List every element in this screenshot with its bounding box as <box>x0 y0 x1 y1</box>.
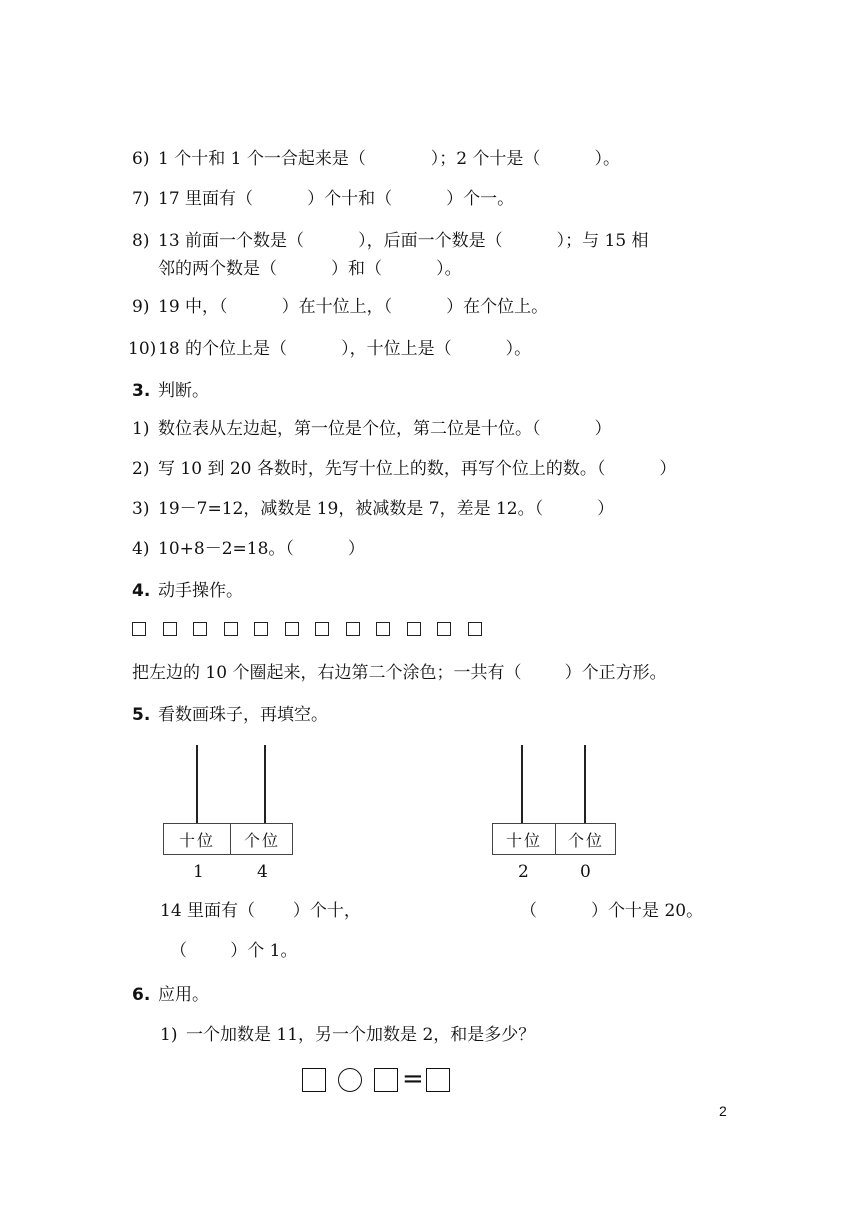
item-number: 1) <box>160 1025 178 1045</box>
item-text: 邻的两个数是（ ）和（ ）。 <box>158 259 462 279</box>
item-number: 4) <box>132 539 150 559</box>
ones-value: 4 <box>257 862 268 882</box>
section-4-instruction: 把左边的 10 个圈起来，右边第二个涂色；一共有（ ）个正方形。 <box>132 663 667 683</box>
place-value-box <box>492 823 616 855</box>
item-number: 9) <box>132 297 150 317</box>
square-shape[interactable] <box>407 622 421 636</box>
abacus-right-fill: （ ）个十是 20。 <box>520 901 704 921</box>
item-number: 1) <box>132 419 150 439</box>
item-8-continued <box>132 258 462 280</box>
section-title: 判断。 <box>158 381 209 401</box>
judge-item-4 <box>132 538 365 560</box>
square-shape[interactable] <box>285 622 299 636</box>
ones-value: 0 <box>580 862 591 882</box>
judge-item-1 <box>132 418 612 440</box>
abacus-left-fill-2: （ ）个 1。 <box>170 941 298 961</box>
section-number: 5. <box>132 705 151 725</box>
tens-label: 十位 <box>505 830 542 850</box>
tens-rod <box>521 745 523 823</box>
item-text: 10+8－2=18。（ ） <box>158 539 365 559</box>
ones-label: 个位 <box>230 824 293 854</box>
item-text: 1 个十和 1 个一合起来是（ ）；2 个十是（ ）。 <box>158 149 620 169</box>
square-shape[interactable] <box>132 622 146 636</box>
item-9 <box>132 296 548 318</box>
section-number: 3. <box>132 381 151 401</box>
square-shape[interactable] <box>254 622 268 636</box>
place-value-box <box>163 823 293 855</box>
operator-circle[interactable] <box>338 1068 362 1092</box>
answer-box[interactable] <box>426 1068 450 1092</box>
section-6-heading <box>132 984 209 1006</box>
item-number: 6) <box>132 149 150 169</box>
square-shape[interactable] <box>315 622 329 636</box>
answer-box[interactable] <box>374 1068 398 1092</box>
application-question-1 <box>160 1024 535 1046</box>
page-number: 2 <box>719 1103 727 1119</box>
square-shape[interactable] <box>468 622 482 636</box>
square-shape[interactable] <box>163 622 177 636</box>
item-10 <box>128 338 531 360</box>
item-text: 19－7=12，减数是 19，被减数是 7，差是 12。（ ） <box>158 499 615 519</box>
section-number: 6. <box>132 985 151 1005</box>
item-8 <box>132 230 649 252</box>
square-shape[interactable] <box>224 622 238 636</box>
item-6 <box>132 148 620 170</box>
item-number: 8) <box>132 231 150 251</box>
ones-rod <box>264 745 266 823</box>
item-number: 3) <box>132 499 150 519</box>
square-shape[interactable] <box>346 622 360 636</box>
item-text: 数位表从左边起，第一位是个位，第二位是十位。（ ） <box>158 419 612 439</box>
item-text: 18 的个位上是（ ），十位上是（ ）。 <box>158 339 532 359</box>
section-5-heading <box>132 704 328 726</box>
tens-value: 1 <box>193 862 204 882</box>
ones-label: 个位 <box>555 824 616 854</box>
item-number: 7) <box>132 189 150 209</box>
tens-rod <box>196 745 198 823</box>
section-title: 动手操作。 <box>158 581 243 601</box>
ones-rod <box>584 745 586 823</box>
section-3-heading <box>132 380 209 402</box>
equals-sign: = <box>402 1064 424 1094</box>
section-title: 应用。 <box>158 985 209 1005</box>
tens-label: 十位 <box>178 830 215 850</box>
section-title: 看数画珠子，再填空。 <box>158 705 328 725</box>
section-4-heading <box>132 580 243 602</box>
item-text: 17 里面有（ ）个十和（ ）个一。 <box>158 189 515 209</box>
item-text: 13 前面一个数是（ ），后面一个数是（ ）；与 15 相 <box>158 231 649 251</box>
square-shape[interactable] <box>193 622 207 636</box>
section-number: 4. <box>132 581 151 601</box>
item-number: 2) <box>132 459 150 479</box>
item-number: 10) <box>128 339 157 359</box>
answer-box[interactable] <box>302 1068 326 1092</box>
item-text: 19 中，（ ）在十位上，（ ）在个位上。 <box>158 297 549 317</box>
abacus-left-fill: 14 里面有（ ）个十， <box>160 901 361 921</box>
tens-value: 2 <box>518 862 529 882</box>
judge-item-2 <box>132 458 676 480</box>
square-shape[interactable] <box>376 622 390 636</box>
square-shape[interactable] <box>437 622 451 636</box>
judge-item-3 <box>132 498 614 520</box>
item-7 <box>132 188 514 210</box>
item-text: 一个加数是 11，另一个加数是 2，和是多少？ <box>186 1025 536 1045</box>
item-text: 写 10 到 20 各数时，先写十位上的数，再写个位上的数。（ ） <box>158 459 677 479</box>
